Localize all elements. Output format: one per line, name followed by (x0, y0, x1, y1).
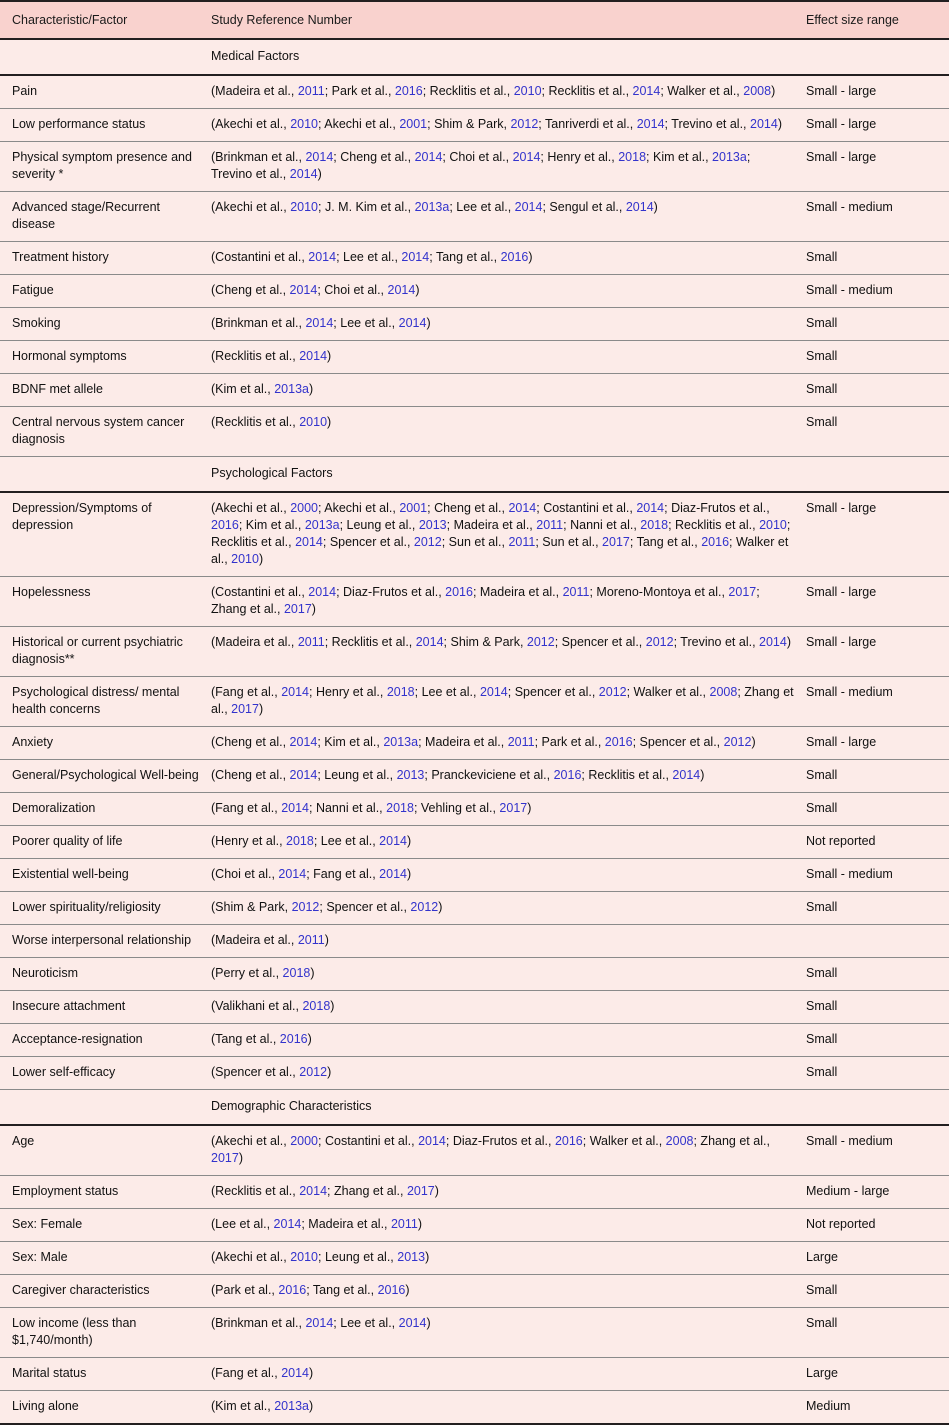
cell-effect-size-range: Small (806, 1024, 949, 1057)
reference-year: 2014 (398, 316, 427, 330)
cell-characteristic-factor: Existential well-being (0, 859, 211, 892)
table-row (0, 1209, 949, 1242)
table-row (0, 341, 949, 374)
cell-effect-size-range (806, 925, 949, 958)
cell-study-reference-number: (Spencer et al., 2012) (211, 1057, 806, 1090)
cell-study-reference-number: (Akechi et al., 2000; Costantini et al., 2014; Diaz-Frutos et al., 2016; Walker et al., 2008; Zhang et al., 2017) (211, 1125, 806, 1176)
reference-year: 2014 (514, 200, 543, 214)
reference-year: 2010 (299, 415, 328, 429)
cell-study-reference-number: (Cheng et al., 2014; Kim et al., 2013a; Madeira et al., 2011; Park et al., 2016; Spencer et al., 2012) (211, 727, 806, 760)
reference-year: 2014 (295, 535, 323, 549)
reference-year: 2014 (387, 283, 416, 297)
cell-effect-size-range: Small - medium (806, 192, 949, 242)
table-row (0, 1024, 949, 1057)
cell-effect-size-range: Small - large (806, 727, 949, 760)
reference-year: 2018 (618, 150, 647, 164)
cell-study-reference-number: (Fang et al., 2014; Henry et al., 2018; Lee et al., 2014; Spencer et al., 2012; Walker et al., 2008; Zhang et al., 2017) (211, 677, 806, 727)
cell-study-reference-number: (Valikhani et al., 2018) (211, 991, 806, 1024)
table-row (0, 892, 949, 925)
cell-characteristic-factor: Central nervous system cancer diagnosis (0, 407, 211, 457)
reference-year: 2016 (553, 768, 582, 782)
cell-effect-size-range: Small (806, 1308, 949, 1358)
cell-characteristic-factor: Low income (less than $1,740/month) (0, 1308, 211, 1358)
cell-characteristic-factor: Hopelessness (0, 577, 211, 627)
cell-study-reference-number: (Perry et al., 2018) (211, 958, 806, 991)
section-header-spacer (0, 39, 211, 75)
reference-year: 2017 (602, 535, 630, 549)
table-row (0, 1308, 949, 1358)
cell-effect-size-range: Large (806, 1358, 949, 1391)
cell-effect-size-range: Medium (806, 1391, 949, 1425)
reference-year: 2014 (305, 150, 334, 164)
section-header-effect-spacer (806, 39, 949, 75)
cell-effect-size-range: Not reported (806, 826, 949, 859)
cell-effect-size-range: Large (806, 1242, 949, 1275)
reference-year: 2011 (508, 535, 536, 549)
cell-characteristic-factor: BDNF met allele (0, 374, 211, 407)
reference-year: 2008 (665, 1134, 694, 1148)
reference-year: 2001 (399, 117, 428, 131)
cell-effect-size-range: Small - large (806, 627, 949, 677)
cell-study-reference-number: (Akechi et al., 2000; Akechi et al., 2001; Cheng et al., 2014; Costantini et al., 2014; Diaz-Frutos et al., 2016; Kim et al., 2013a; Leung et al., 2013; Madeira et al., 2011; Nanni et al., 2018; Recklitis et al., 2010; Recklitis et al., 2014; Spencer et al., 2012; Sun et al., 2011; Sun et al., 2017; Tang et al., 2016; Walker et al., 2010) (211, 492, 806, 577)
reference-year: 2010 (290, 117, 319, 131)
cell-study-reference-number: (Madeira et al., 2011) (211, 925, 806, 958)
cell-study-reference-number: (Henry et al., 2018; Lee et al., 2014) (211, 826, 806, 859)
reference-year: 2012 (598, 685, 627, 699)
cell-effect-size-range: Small - medium (806, 677, 949, 727)
table-row (0, 577, 949, 627)
table-row (0, 826, 949, 859)
section-header-spacer (0, 1090, 211, 1126)
reference-year: 2014 (415, 635, 444, 649)
cell-study-reference-number: (Costantini et al., 2014; Diaz-Frutos et al., 2016; Madeira et al., 2011; Moreno-Montoya et al., 2017; Zhang et al., 2017) (211, 577, 806, 627)
cell-effect-size-range: Not reported (806, 1209, 949, 1242)
reference-year: 2016 (394, 84, 423, 98)
reference-year: 2014 (281, 801, 309, 815)
table-row (0, 192, 949, 242)
reference-year: 2014 (512, 150, 541, 164)
reference-year: 2000 (290, 1134, 319, 1148)
table-row (0, 492, 949, 577)
reference-year: 2014 (401, 250, 430, 264)
table-body (0, 39, 949, 1424)
reference-year: 2014 (625, 200, 654, 214)
reference-year: 2013a (304, 518, 340, 532)
table-header-row (0, 1, 949, 39)
cell-study-reference-number: (Brinkman et al., 2014; Cheng et al., 2014; Choi et al., 2014; Henry et al., 2018; Kim et al., 2013a; Trevino et al., 2014) (211, 142, 806, 192)
table-row (0, 1391, 949, 1425)
reference-year: 2016 (500, 250, 529, 264)
reference-year: 2014 (759, 635, 787, 649)
reference-year: 2012 (645, 635, 674, 649)
cell-effect-size-range: Small - large (806, 109, 949, 142)
reference-year: 2018 (386, 685, 415, 699)
cell-effect-size-range: Small (806, 958, 949, 991)
table-row (0, 1242, 949, 1275)
cell-characteristic-factor: Living alone (0, 1391, 211, 1425)
table-row (0, 859, 949, 892)
cell-study-reference-number: (Cheng et al., 2014; Leung et al., 2013; Pranckeviciene et al., 2016; Recklitis et al., 2014) (211, 760, 806, 793)
reference-year: 2014 (281, 1366, 309, 1380)
reference-year: 2017 (728, 585, 757, 599)
cell-characteristic-factor: Caregiver characteristics (0, 1275, 211, 1308)
reference-year: 2010 (759, 518, 787, 532)
reference-year: 2012 (299, 1065, 328, 1079)
reference-year: 2016 (211, 518, 239, 532)
cell-study-reference-number: (Akechi et al., 2010; Akechi et al., 2001; Shim & Park, 2012; Tanriverdi et al., 2014; Trevino et al., 2014) (211, 109, 806, 142)
cell-characteristic-factor: Smoking (0, 308, 211, 341)
reference-year: 2010 (290, 1250, 319, 1264)
reference-year: 2016 (554, 1134, 583, 1148)
cell-effect-size-range: Small (806, 760, 949, 793)
reference-year: 2010 (290, 200, 319, 214)
section-header-effect-spacer (806, 457, 949, 493)
reference-year: 2013a (414, 200, 450, 214)
cell-effect-size-range: Small (806, 374, 949, 407)
cell-effect-size-range: Small (806, 892, 949, 925)
reference-year: 2014 (672, 768, 701, 782)
reference-year: 2013 (397, 1250, 426, 1264)
reference-year: 2014 (299, 349, 328, 363)
cell-characteristic-factor: Anxiety (0, 727, 211, 760)
reference-year: 2014 (281, 685, 309, 699)
cell-characteristic-factor: Pain (0, 75, 211, 109)
reference-year: 2011 (297, 635, 325, 649)
reference-year: 2014 (289, 167, 318, 181)
reference-year: 2018 (286, 834, 314, 848)
section-header-row (0, 39, 949, 75)
cell-characteristic-factor: Fatigue (0, 275, 211, 308)
cell-effect-size-range: Small (806, 793, 949, 826)
table-row (0, 275, 949, 308)
table-row (0, 677, 949, 727)
table-row (0, 627, 949, 677)
reference-year: 2016 (445, 585, 473, 599)
cell-characteristic-factor: Worse interpersonal relationship (0, 925, 211, 958)
reference-year: 2010 (513, 84, 542, 98)
reference-year: 2016 (604, 735, 633, 749)
reference-year: 2014 (305, 1316, 334, 1330)
cell-study-reference-number: (Tang et al., 2016) (211, 1024, 806, 1057)
reference-year: 2008 (709, 685, 738, 699)
section-header-row (0, 457, 949, 493)
table-row (0, 925, 949, 958)
column-header-study-reference-number: Study Reference Number (211, 1, 806, 39)
cell-study-reference-number: (Madeira et al., 2011; Recklitis et al., 2014; Shim & Park, 2012; Spencer et al., 2012; Trevino et al., 2014) (211, 627, 806, 677)
reference-year: 2000 (290, 501, 319, 515)
reference-year: 2013 (418, 518, 447, 532)
cell-study-reference-number: (Cheng et al., 2014; Choi et al., 2014) (211, 275, 806, 308)
cell-study-reference-number: (Kim et al., 2013a) (211, 374, 806, 407)
section-header-title: Demographic Characteristics (211, 1090, 806, 1126)
cell-effect-size-range: Small - medium (806, 1125, 949, 1176)
cell-effect-size-range: Small (806, 1057, 949, 1090)
cell-study-reference-number: (Kim et al., 2013a) (211, 1391, 806, 1425)
cell-study-reference-number: (Costantini et al., 2014; Lee et al., 2014; Tang et al., 2016) (211, 242, 806, 275)
reference-year: 2014 (308, 250, 337, 264)
cell-effect-size-range: Small (806, 242, 949, 275)
cell-characteristic-factor: Demoralization (0, 793, 211, 826)
section-header-spacer (0, 457, 211, 493)
cell-study-reference-number: (Choi et al., 2014; Fang et al., 2014) (211, 859, 806, 892)
reference-year: 2014 (418, 1134, 446, 1148)
table-row (0, 727, 949, 760)
cell-effect-size-range: Small (806, 341, 949, 374)
reference-year: 2014 (273, 1217, 302, 1231)
reference-year: 2014 (414, 150, 443, 164)
reference-year: 2017 (499, 801, 528, 815)
reference-year: 2013a (383, 735, 419, 749)
column-header-characteristic-factor: Characteristic/Factor (0, 1, 211, 39)
reference-year: 2011 (297, 933, 325, 947)
reference-year: 2011 (562, 585, 590, 599)
reference-year: 2012 (410, 900, 439, 914)
reference-year: 2011 (297, 84, 325, 98)
cell-characteristic-factor: Acceptance-resignation (0, 1024, 211, 1057)
reference-year: 2014 (289, 283, 318, 297)
cell-effect-size-range: Small - large (806, 492, 949, 577)
cell-characteristic-factor: Insecure attachment (0, 991, 211, 1024)
cell-effect-size-range: Small (806, 991, 949, 1024)
cell-study-reference-number: (Park et al., 2016; Tang et al., 2016) (211, 1275, 806, 1308)
reference-year: 2014 (479, 685, 508, 699)
cell-characteristic-factor: Poorer quality of life (0, 826, 211, 859)
cell-effect-size-range: Small (806, 308, 949, 341)
table-row (0, 760, 949, 793)
reference-year: 2018 (386, 801, 414, 815)
section-header-title: Medical Factors (211, 39, 806, 75)
cell-study-reference-number: (Brinkman et al., 2014; Lee et al., 2014) (211, 308, 806, 341)
table-row (0, 142, 949, 192)
column-header-effect-size-range: Effect size range (806, 1, 949, 39)
cell-characteristic-factor: Neuroticism (0, 958, 211, 991)
table-row (0, 242, 949, 275)
reference-year: 2014 (299, 1184, 328, 1198)
cell-characteristic-factor: Marital status (0, 1358, 211, 1391)
table-row (0, 991, 949, 1024)
reference-year: 2014 (379, 867, 407, 881)
cell-characteristic-factor: Psychological distress/ mental health concerns (0, 677, 211, 727)
table-row (0, 407, 949, 457)
reference-year: 2018 (282, 966, 311, 980)
cell-study-reference-number: (Fang et al., 2014) (211, 1358, 806, 1391)
reference-year: 2014 (632, 84, 661, 98)
reference-year: 2012 (510, 117, 539, 131)
reference-year: 2013a (274, 382, 309, 396)
reference-year: 2011 (507, 735, 535, 749)
table-header (0, 1, 949, 39)
reference-year: 2011 (390, 1217, 418, 1231)
reference-year: 2016 (279, 1032, 308, 1046)
cell-study-reference-number: (Shim & Park, 2012; Spencer et al., 2012) (211, 892, 806, 925)
section-header-title: Psychological Factors (211, 457, 806, 493)
cell-study-reference-number: (Madeira et al., 2011; Park et al., 2016; Recklitis et al., 2010; Recklitis et al., 2014; Walker et al., 2008) (211, 75, 806, 109)
section-header-effect-spacer (806, 1090, 949, 1126)
reference-year: 2018 (640, 518, 669, 532)
reference-year: 2014 (308, 585, 337, 599)
reference-year: 2001 (399, 501, 428, 515)
reference-year: 2017 (406, 1184, 435, 1198)
cell-effect-size-range: Small - large (806, 142, 949, 192)
cell-effect-size-range: Small - large (806, 75, 949, 109)
reference-year: 2012 (526, 635, 555, 649)
reference-year: 2017 (231, 702, 259, 716)
reference-year: 2008 (743, 84, 772, 98)
cell-characteristic-factor: Advanced stage/Recurrent disease (0, 192, 211, 242)
cell-characteristic-factor: General/Psychological Well-being (0, 760, 211, 793)
cell-characteristic-factor: Treatment history (0, 242, 211, 275)
table-row (0, 1275, 949, 1308)
cell-study-reference-number: (Akechi et al., 2010; J. M. Kim et al., 2013a; Lee et al., 2014; Sengul et al., 2014) (211, 192, 806, 242)
reference-year: 2014 (289, 768, 318, 782)
table-row (0, 75, 949, 109)
reference-year: 2013 (396, 768, 425, 782)
reference-year: 2016 (377, 1283, 406, 1297)
table-row (0, 308, 949, 341)
cell-study-reference-number: (Brinkman et al., 2014; Lee et al., 2014) (211, 1308, 806, 1358)
cell-characteristic-factor: Employment status (0, 1176, 211, 1209)
table-row (0, 1358, 949, 1391)
reference-year: 2017 (283, 602, 312, 616)
reference-year: 2016 (701, 535, 730, 549)
cell-effect-size-range: Small (806, 407, 949, 457)
cell-effect-size-range: Small - medium (806, 859, 949, 892)
reference-year: 2012 (723, 735, 752, 749)
reference-year: 2012 (413, 535, 442, 549)
table-row (0, 958, 949, 991)
cell-study-reference-number: (Recklitis et al., 2014; Zhang et al., 2017) (211, 1176, 806, 1209)
reference-year: 2014 (379, 834, 407, 848)
reference-year: 2014 (750, 117, 778, 131)
reference-year: 2014 (305, 316, 334, 330)
table-row (0, 1057, 949, 1090)
cell-study-reference-number: (Lee et al., 2014; Madeira et al., 2011) (211, 1209, 806, 1242)
cell-effect-size-range: Small - medium (806, 275, 949, 308)
cell-characteristic-factor: Physical symptom presence and severity * (0, 142, 211, 192)
reference-year: 2016 (278, 1283, 307, 1297)
cell-characteristic-factor: Lower self-efficacy (0, 1057, 211, 1090)
cell-effect-size-range: Medium - large (806, 1176, 949, 1209)
table-row (0, 793, 949, 826)
reference-year: 2014 (636, 501, 665, 515)
reference-year: 2011 (536, 518, 564, 532)
reference-year: 2018 (302, 999, 331, 1013)
reference-year: 2013a (274, 1399, 309, 1413)
table-row (0, 374, 949, 407)
cell-study-reference-number: (Fang et al., 2014; Nanni et al., 2018; Vehling et al., 2017) (211, 793, 806, 826)
cell-effect-size-range: Small - large (806, 577, 949, 627)
cell-characteristic-factor: Lower spirituality/religiosity (0, 892, 211, 925)
reference-year: 2013a (712, 150, 747, 164)
reference-year: 2010 (231, 552, 259, 566)
cell-characteristic-factor: Low performance status (0, 109, 211, 142)
table-row (0, 1125, 949, 1176)
cell-study-reference-number: (Recklitis et al., 2014) (211, 341, 806, 374)
table-row (0, 109, 949, 142)
cell-characteristic-factor: Sex: Male (0, 1242, 211, 1275)
cell-characteristic-factor: Age (0, 1125, 211, 1176)
cell-effect-size-range: Small (806, 1275, 949, 1308)
section-header-row (0, 1090, 949, 1126)
reference-year: 2012 (291, 900, 320, 914)
reference-year: 2014 (508, 501, 537, 515)
cell-characteristic-factor: Depression/Symptoms of depression (0, 492, 211, 577)
reference-year: 2014 (398, 1316, 427, 1330)
reference-year: 2014 (278, 867, 307, 881)
cell-study-reference-number: (Recklitis et al., 2010) (211, 407, 806, 457)
cell-study-reference-number: (Akechi et al., 2010; Leung et al., 2013) (211, 1242, 806, 1275)
cell-characteristic-factor: Sex: Female (0, 1209, 211, 1242)
reference-year: 2017 (211, 1151, 239, 1165)
reference-year: 2014 (289, 735, 318, 749)
table-row (0, 1176, 949, 1209)
cell-characteristic-factor: Historical or current psychiatric diagnosis** (0, 627, 211, 677)
reference-year: 2014 (636, 117, 665, 131)
cell-characteristic-factor: Hormonal symptoms (0, 341, 211, 374)
